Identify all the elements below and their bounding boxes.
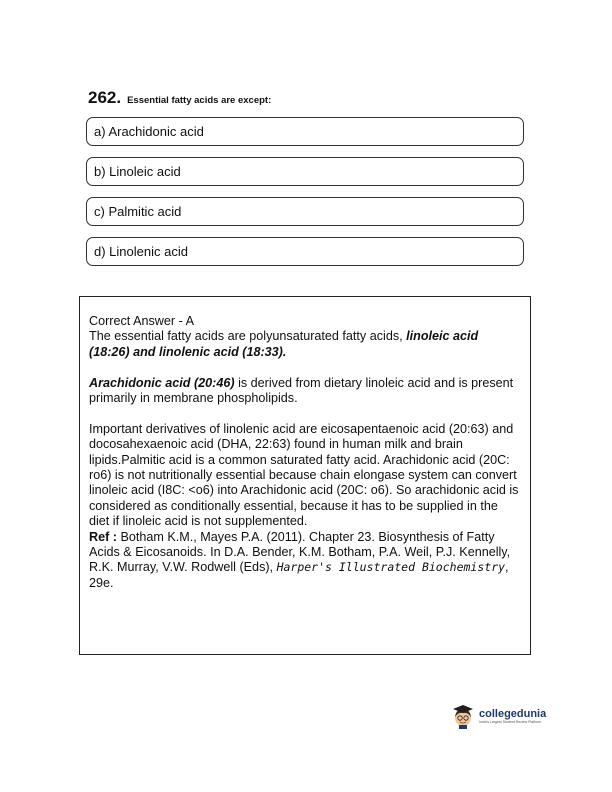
collegedunia-logo — [450, 703, 546, 729]
reference-label: Ref : — [89, 529, 117, 544]
reference-edition: , 29e. — [89, 560, 509, 590]
option-c[interactable]: c) Palmitic acid — [86, 197, 524, 226]
correct-answer: Correct Answer - A — [89, 314, 194, 328]
explanation-text: is derived from dietary linoleic acid and is present primarily in membrane phospholipids. — [89, 375, 514, 406]
explanation-text: The essential fatty acids are polyunsaturated fatty acids, — [89, 329, 407, 344]
question-header — [88, 88, 271, 108]
brand-name: collegedunia — [479, 707, 547, 720]
explanation-emphasis: Arachidonic acid (20:46) — [89, 375, 235, 390]
option-d[interactable]: d) Linolenic acid — [86, 237, 524, 266]
reference — [89, 530, 520, 592]
explanation-paragraph-2 — [89, 376, 520, 407]
question-text: Essential fatty acids are except: — [127, 95, 272, 106]
option-a[interactable]: a) Arachidonic acid — [86, 117, 524, 146]
explanation-paragraph-3: Important derivatives of linolenic acid are eicosapentaenoic acid (20:63) and docosahexaenoic acid (DHA, 22:63) found in human milk and brain lipids.Palmitic acid is a common saturated fatty acid. Arachidonic acid (20C: ro6) is not nutritionally essential because chain elongase system can convert linoleic acid (I8C: <o6) into Arachidonic acid (20C: o6). So arachidonic acid is considered as conditionally essential, because it has to be supplied in the diet if linoleic acid is not supplemented. — [89, 421, 519, 529]
brand-tagline: India's Largest Student Review Platform — [479, 719, 542, 724]
explanation-paragraph-1 — [89, 329, 520, 360]
reference-book-title: Harper's Illustrated Biochemistry — [276, 560, 506, 575]
reference-text: Botham K.M., Mayes P.A. (2011). Chapter 23. Biosynthesis of Fatty Acids & Eicosanoids. In D.A. Bender, K.M. Botham, P.A. Weil, P.J. Kennelly, R.K. Murray, V.W. Rodwell (Eds), — [89, 529, 511, 575]
option-b[interactable]: b) Linoleic acid — [86, 157, 524, 186]
explanation-emphasis: linoleic acid (18:26) and linolenic acid (18:33). — [89, 329, 479, 359]
answer-explanation-box — [79, 296, 531, 655]
mascot-icon — [450, 703, 476, 729]
question-number: 262. — [88, 88, 122, 107]
